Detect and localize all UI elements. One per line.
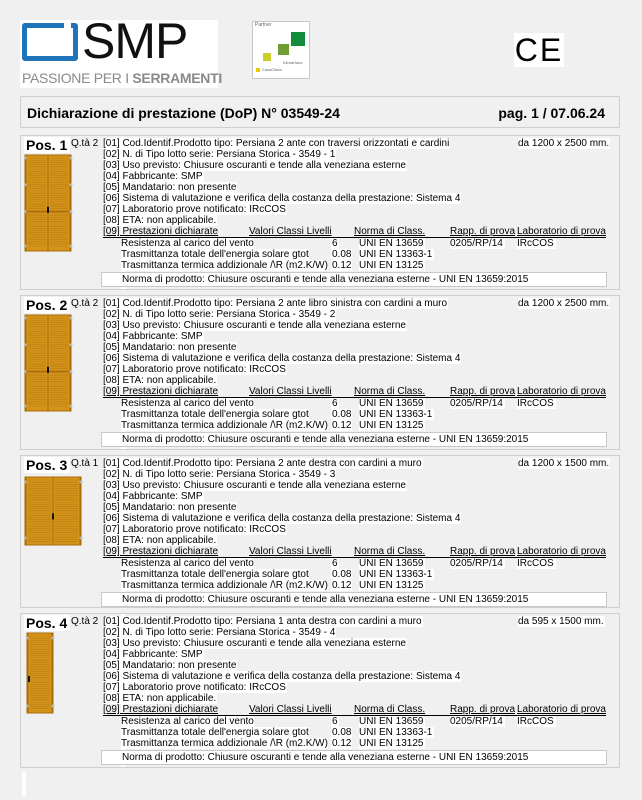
- field-line: [09] Prestazioni dichiarate: [103, 704, 219, 715]
- col-report: Rapp. di prova: [450, 226, 516, 237]
- position-label: Pos. 2: [24, 297, 70, 313]
- smp-logo-tagline: [22, 70, 222, 86]
- logo-square: [263, 53, 271, 61]
- field-line: [08] ETA: non applicabile.: [103, 693, 217, 704]
- field-line: [03] Uso previsto: Chiusure oscuranti e tende alla veneziana esterne: [103, 160, 406, 171]
- performance-name: Resistenza al carico del vento: [121, 558, 254, 569]
- col-report: Rapp. di prova: [450, 546, 516, 557]
- field-line: [09] Prestazioni dichiarate: [103, 546, 219, 557]
- tagline-bold: SERRAMENTI: [132, 70, 222, 86]
- field-line: [05] Mandatario: non presente: [103, 182, 237, 193]
- col-values: Valori Classi Livelli: [249, 386, 332, 397]
- shutter-handle: [47, 207, 49, 213]
- col-lab: Laboratorio di prova: [517, 226, 606, 237]
- performance-name: Trasmittanza termica addizionale /\R (m2.K/W): [121, 580, 328, 591]
- field-line: [01] Cod.Identif.Prodotto tipo: Persiana 2 ante libro sinistra con cardini a muro: [103, 298, 448, 309]
- performance-norm: UNI EN 13659: [359, 558, 424, 569]
- ce-mark: CE: [514, 32, 564, 68]
- position-size: da 1200 x 1500 mm.: [518, 458, 610, 469]
- position-quantity: Q.tà 2: [71, 616, 99, 627]
- performance-value: 0.08: [332, 727, 352, 738]
- field-line: [02] N. di Tipo lotto serie: Persiana Storica - 3549 - 1: [103, 149, 336, 160]
- field-line: [06] Sistema di valutazione e verifica della costanza della prestazione: Sistema 4: [103, 353, 461, 364]
- field-line: [07] Laboratorio prove notificato: IRcCOS: [103, 524, 286, 535]
- position-panel: [20, 295, 620, 450]
- col-report: Rapp. di prova: [450, 386, 516, 397]
- position-size: da 1200 x 2500 mm.: [518, 298, 610, 309]
- position-label: Pos. 4: [24, 615, 70, 631]
- performance-norm: UNI EN 13363-1: [359, 409, 433, 420]
- performance-name: Trasmittanza totale dell'energia solare gtot: [121, 569, 309, 580]
- field-line: [07] Laboratorio prove notificato: IRcCOS: [103, 204, 286, 215]
- performance-report: 0205/RP/14: [450, 716, 503, 727]
- performance-norm: UNI EN 13125: [359, 580, 424, 591]
- shutter-handle: [52, 513, 54, 519]
- col-report: Rapp. di prova: [450, 704, 516, 715]
- performance-norm: UNI EN 13363-1: [359, 249, 433, 260]
- performance-norm: UNI EN 13363-1: [359, 727, 433, 738]
- performance-lab: IRcCOS: [517, 716, 554, 727]
- performance-name: Trasmittanza totale dell'energia solare gtot: [121, 727, 309, 738]
- position-size: da 595 x 1500 mm.: [518, 616, 604, 627]
- klimahaus-partner-logo: [252, 21, 310, 79]
- shutter-handle: [28, 676, 30, 682]
- shutter-image: [24, 154, 76, 257]
- field-line: [08] ETA: non applicabile.: [103, 375, 217, 386]
- col-lab: Laboratorio di prova: [517, 386, 606, 397]
- logo-square: [256, 68, 260, 72]
- field-line: [06] Sistema di valutazione e verifica della costanza della prestazione: Sistema 4: [103, 193, 461, 204]
- performance-norm: UNI EN 13125: [359, 260, 424, 271]
- field-line: [04] Fabbricante: SMP: [103, 491, 203, 502]
- field-line: [09] Prestazioni dichiarate: [103, 226, 219, 237]
- performance-report: 0205/RP/14: [450, 558, 503, 569]
- product-norm: Norma di prodotto: Chiusure oscuranti e tende alla veneziana esterne - UNI EN 13659:2015: [101, 272, 607, 287]
- field-line: [03] Uso previsto: Chiusure oscuranti e tende alla veneziana esterne: [103, 480, 406, 491]
- position-label: Pos. 3: [24, 457, 70, 473]
- performance-table-header: [103, 546, 606, 558]
- position-panel: [20, 455, 620, 608]
- field-line: [03] Uso previsto: Chiusure oscuranti e tende alla veneziana esterne: [103, 320, 406, 331]
- col-values: Valori Classi Livelli: [249, 704, 332, 715]
- performance-value: 0.12: [332, 738, 352, 749]
- performance-lab: IRcCOS: [517, 398, 554, 409]
- shutter-image: [26, 632, 58, 719]
- product-norm: Norma di prodotto: Chiusure oscuranti e tende alla veneziana esterne - UNI EN 13659:2015: [101, 750, 607, 765]
- position-quantity: Q.tà 1: [71, 458, 99, 469]
- performance-name: Resistenza al carico del vento: [121, 238, 254, 249]
- field-line: [06] Sistema di valutazione e verifica della costanza della prestazione: Sistema 4: [103, 671, 461, 682]
- logo-square: [291, 32, 305, 46]
- performance-norm: UNI EN 13125: [359, 420, 424, 431]
- partner-line1: KlimaHaus: [283, 60, 303, 65]
- position-quantity: Q.tà 2: [71, 298, 99, 309]
- field-line: [05] Mandatario: non presente: [103, 342, 237, 353]
- field-line: [02] N. di Tipo lotto serie: Persiana Storica - 3549 - 2: [103, 309, 336, 320]
- performance-lab: IRcCOS: [517, 238, 554, 249]
- performance-value: 0.08: [332, 409, 352, 420]
- field-line: [02] N. di Tipo lotto serie: Persiana Storica - 3549 - 3: [103, 469, 336, 480]
- field-line: [06] Sistema di valutazione e verifica della costanza della prestazione: Sistema 4: [103, 513, 461, 524]
- product-norm: Norma di prodotto: Chiusure oscuranti e tende alla veneziana esterne - UNI EN 13659:2015: [101, 592, 607, 607]
- performance-norm: UNI EN 13659: [359, 238, 424, 249]
- position-panel: [20, 613, 620, 768]
- performance-value: 0.08: [332, 249, 352, 260]
- tagline-light: PASSIONE PER I: [22, 70, 129, 86]
- performance-lab: IRcCOS: [517, 558, 554, 569]
- shutter-image: [24, 476, 86, 551]
- field-line: [05] Mandatario: non presente: [103, 660, 237, 671]
- smp-logo-word: SMP: [82, 13, 188, 69]
- position-size: da 1200 x 2500 mm.: [518, 138, 610, 149]
- partner-line2: CasaClima: [262, 67, 282, 72]
- page-info: pag. 1 / 07.06.24: [498, 105, 605, 121]
- col-lab: Laboratorio di prova: [517, 704, 606, 715]
- page-continuation-stub: [22, 772, 26, 796]
- performance-value: 0.12: [332, 580, 352, 591]
- logo-square: [278, 44, 289, 55]
- performance-norm: UNI EN 13659: [359, 398, 424, 409]
- col-norm: Norma di Class.: [354, 704, 426, 715]
- performance-name: Trasmittanza totale dell'energia solare gtot: [121, 249, 309, 260]
- document-title: Dichiarazione di prestazione (DoP) N° 03549-24: [27, 105, 340, 121]
- partner-label: Partner: [255, 22, 272, 28]
- field-line: [08] ETA: non applicabile.: [103, 535, 217, 546]
- performance-table-header: [103, 386, 606, 398]
- performance-norm: UNI EN 13125: [359, 738, 424, 749]
- position-label: Pos. 1: [24, 137, 70, 153]
- performance-norm: UNI EN 13363-1: [359, 569, 433, 580]
- performance-value: 6: [332, 716, 338, 727]
- performance-name: Trasmittanza termica addizionale /\R (m2.K/W): [121, 260, 328, 271]
- performance-table-header: [103, 226, 606, 238]
- smp-logo: [20, 13, 222, 88]
- field-line: [05] Mandatario: non presente: [103, 502, 237, 513]
- performance-value: 0.12: [332, 420, 352, 431]
- field-line: [09] Prestazioni dichiarate: [103, 386, 219, 397]
- performance-norm: UNI EN 13659: [359, 716, 424, 727]
- position-panel: [20, 135, 620, 290]
- col-values: Valori Classi Livelli: [249, 546, 332, 557]
- position-quantity: Q.tà 2: [71, 138, 99, 149]
- field-line: [04] Fabbricante: SMP: [103, 171, 203, 182]
- field-line: [03] Uso previsto: Chiusure oscuranti e tende alla veneziana esterne: [103, 638, 406, 649]
- performance-name: Trasmittanza termica addizionale /\R (m2.K/W): [121, 420, 328, 431]
- performance-table-header: [103, 704, 606, 716]
- smp-logo-mark-gap: [64, 23, 71, 43]
- col-values: Valori Classi Livelli: [249, 226, 332, 237]
- field-line: [07] Laboratorio prove notificato: IRcCOS: [103, 682, 286, 693]
- performance-value: 6: [332, 398, 338, 409]
- performance-report: 0205/RP/14: [450, 398, 503, 409]
- shutter-handle: [47, 367, 49, 373]
- document-header: [20, 96, 620, 128]
- performance-name: Trasmittanza totale dell'energia solare gtot: [121, 409, 309, 420]
- performance-value: 6: [332, 238, 338, 249]
- col-norm: Norma di Class.: [354, 386, 426, 397]
- performance-value: 6: [332, 558, 338, 569]
- field-line: [01] Cod.Identif.Prodotto tipo: Persiana 2 ante destra con cardini a muro: [103, 458, 422, 469]
- field-line: [04] Fabbricante: SMP: [103, 331, 203, 342]
- col-norm: Norma di Class.: [354, 226, 426, 237]
- field-line: [04] Fabbricante: SMP: [103, 649, 203, 660]
- field-line: [01] Cod.Identif.Prodotto tipo: Persiana 1 anta destra con cardini a muro: [103, 616, 422, 627]
- col-norm: Norma di Class.: [354, 546, 426, 557]
- product-norm: Norma di prodotto: Chiusure oscuranti e tende alla veneziana esterne - UNI EN 13659:2015: [101, 432, 607, 447]
- field-line: [08] ETA: non applicabile.: [103, 215, 217, 226]
- shutter-image: [24, 314, 76, 417]
- performance-name: Resistenza al carico del vento: [121, 398, 254, 409]
- field-line: [02] N. di Tipo lotto serie: Persiana Storica - 3549 - 4: [103, 627, 336, 638]
- performance-report: 0205/RP/14: [450, 238, 503, 249]
- performance-value: 0.12: [332, 260, 352, 271]
- performance-name: Trasmittanza termica addizionale /\R (m2.K/W): [121, 738, 328, 749]
- field-line: [01] Cod.Identif.Prodotto tipo: Persiana 2 ante con traversi orizzontati e cardini: [103, 138, 450, 149]
- performance-name: Resistenza al carico del vento: [121, 716, 254, 727]
- col-lab: Laboratorio di prova: [517, 546, 606, 557]
- field-line: [07] Laboratorio prove notificato: IRcCOS: [103, 364, 286, 375]
- performance-value: 0.08: [332, 569, 352, 580]
